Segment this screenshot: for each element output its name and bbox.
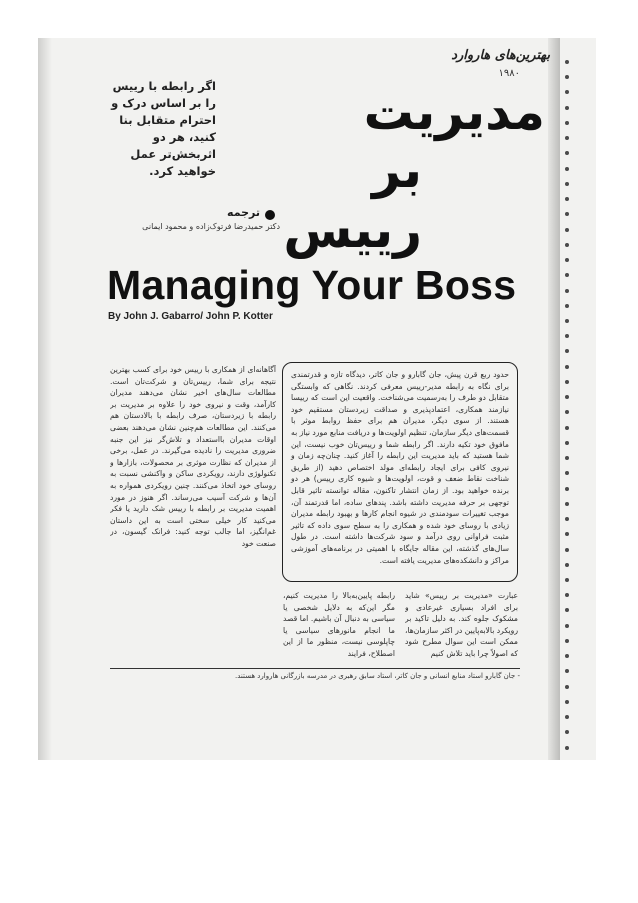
intro-line: احترام متقابل بنا (119, 113, 216, 127)
intro-line: را بر اساس درک و (111, 96, 216, 110)
intro-line: خواهید کرد. (149, 164, 216, 178)
page-shadow-left (38, 38, 52, 760)
persian-title-line2: بر رییس (283, 141, 422, 259)
intro-line: اثربخش‌تر عمل (130, 147, 216, 161)
binding-hole (565, 349, 569, 353)
binding-hole (565, 60, 569, 64)
binding-hole (565, 212, 569, 216)
intro-line: اگر رابطه با رییس (112, 79, 216, 93)
english-title: Managing Your Boss (107, 262, 517, 308)
binding-hole (565, 75, 569, 79)
binding-hole (565, 532, 569, 536)
binding-hole (565, 121, 569, 125)
binding-hole (565, 456, 569, 460)
binding-hole (565, 106, 569, 110)
intro-text (98, 78, 216, 180)
binding-hole (565, 746, 569, 750)
intro-line: کنید، هر دو (152, 130, 216, 144)
binding-hole (565, 548, 569, 552)
binding-hole (565, 167, 569, 171)
binding-hole (565, 182, 569, 186)
page-shadow-right (548, 38, 560, 760)
binding-hole (565, 380, 569, 384)
binding-hole (565, 258, 569, 262)
binding-hole (565, 487, 569, 491)
binding-hole (565, 228, 569, 232)
binding-hole (565, 685, 569, 689)
binding-hole (565, 441, 569, 445)
binding-holes (562, 60, 572, 750)
binding-hole (565, 669, 569, 673)
binding-hole (565, 715, 569, 719)
binding-hole (565, 410, 569, 414)
binding-hole (565, 136, 569, 140)
article-column-left: آگاهانه‌ای از همکاری با رییس خود برای کسب بهترین نتیجه برای شما، رییس‌تان و شرکت‌تان است. مطالعات سال‌های اخیر نشان می‌دهند مدیران کارآمد، وقت و نیروی خود را علاوه بر مدیریت بر رابطه با زیردستان، صرف رابطه با بالادستان هم می‌کنند. این مطالعات هم‌چنین نشان می‌دهند بعضی اوقات مدیران بااستعداد و تلاش‌گر نیز این جنبه ضروری مدیریت را نادیده می‌گیرند. در عمل، برخی از مدیران که نظارت موثری بر محصولات، بازارها و تکنولوژی دارند، رویکردی ساکن و واکنشی نسبت به روسای خود اتخاذ می‌کنند. چنین رویکردی همواره به آن‌ها و شرکت آسیب می‌رساند. اگر هنوز در مورد اهمیت مدیریت بر رابطه با رییس شک دارید یا فکر می‌کنید کار خیلی سختی است به این داستان غم‌انگیز، اما جالب توجه کنید: فرانک گیسون، در صنعت خود (110, 365, 276, 548)
binding-hole (565, 395, 569, 399)
binding-hole (565, 365, 569, 369)
binding-hole (565, 502, 569, 506)
binding-hole (565, 334, 569, 338)
binding-hole (565, 593, 569, 597)
english-byline: By John J. Gabarro/ John P. Kotter (108, 311, 273, 322)
binding-hole (565, 243, 569, 247)
binding-hole (565, 608, 569, 612)
translation-label: ترجمه (227, 206, 260, 219)
binding-hole (565, 304, 569, 308)
persian-title-line1: مدیریت (363, 83, 545, 141)
binding-hole (565, 578, 569, 582)
series-number: ۱۹۸۰ (498, 68, 520, 79)
binding-hole (565, 517, 569, 521)
footnote-divider (110, 668, 520, 669)
binding-hole (565, 563, 569, 567)
binding-hole (565, 426, 569, 430)
binding-hole (565, 471, 569, 475)
binding-hole (565, 639, 569, 643)
binding-hole (565, 90, 569, 94)
binding-hole (565, 151, 569, 155)
translators: دکتر حمیدرضا فرتوک‌زاده و محمود ایمانی (142, 222, 280, 231)
binding-hole (565, 289, 569, 293)
binding-hole (565, 197, 569, 201)
binding-hole (565, 730, 569, 734)
binding-hole (565, 624, 569, 628)
series-title: بهترین‌های هاروارد (451, 48, 550, 63)
footnote: - جان گابارو استاد منابع انسانی و جان کاتر، استاد سابق رهبری در مدرسه بازرگانی هاروارد هستند. (234, 672, 520, 680)
binding-hole (565, 319, 569, 323)
binding-hole (565, 273, 569, 277)
summary-box: حدود ربع قرن پیش، جان گابارو و جان کاتر، دیدگاه تازه و قدرتمندی برای نگاه به رابطه مدیر-رییس معرفی کردند. نگاهی که وابستگی متقابل دو طرف را به‌رسمیت می‌شناخت. واقعیت این است که رییسا نیازمند همکاری، اعتمادپذیری و صداقت زیردستان مستقیم خود هستند. از سوی دیگر، مدیران هم برای حفظ روابط موثر با قسمت‌های دیگر سازمان، تنظیم اولویت‌ها و دریافت منابع مورد نیاز به مافوق خود تکیه دارند. اگر رابطه شما و رییس‌تان خوب نیست، این شما هستید که باید مدیریت این رابطه را آغاز کنید. چنان‌چه زمان و نیروی کافی برای ایجاد رابطه‌ای مولد اختصاص دهید (از طریق شناخت نقاط ضعف و قوت، اولویت‌ها و شیوه کاری رییس) هر دو برنده خواهید بود. از زمان انتشار تاکنون، مقاله توانسته تاثیر قابل توجهی بر حرفه مدیریت داشته باشد. پندهای ساده، اما قدرتمند آن، موجب تغییرات سودمندی در شیوه انجام کارها و بهبود رابطه مدیران زیادی با روسای خود شده و همکاری را به سطح سوی داده که تاثیر مثبت فراوانی روی درآمد و سود شرکت‌ها داشته است. در طول سال‌های گذشته، این مقاله جایگاه با اهمیتی در برنامه‌های آموزشی مراکز و دانشکده‌های مدیریت یافته است. (282, 362, 518, 582)
binding-hole (565, 654, 569, 658)
article-column-middle: رابطه پایین‌به‌بالا را مدیریت کنیم، مگر این‌که به دلایل شخصی یا سیاسی به دنبال آن باشیم. اما قصد ما انجام مانورهای سیاسی یا چاپلوسی نیست، منظور ما از این اصطلاح، فرایند (283, 591, 395, 658)
article-column-right: عبارت «مدیریت بر رییس» شاید برای افراد بسیاری غیرعادی و مشکوک جلوه کند. به دلیل تاکید بر رویکرد بالابه‌پایین در اکثر سازمان‌ها، ممکن است این سوال مطرح شود که اصولاً چرا باید تلاش کنیم (405, 591, 518, 658)
binding-hole (565, 700, 569, 704)
bullet-icon (265, 210, 275, 220)
